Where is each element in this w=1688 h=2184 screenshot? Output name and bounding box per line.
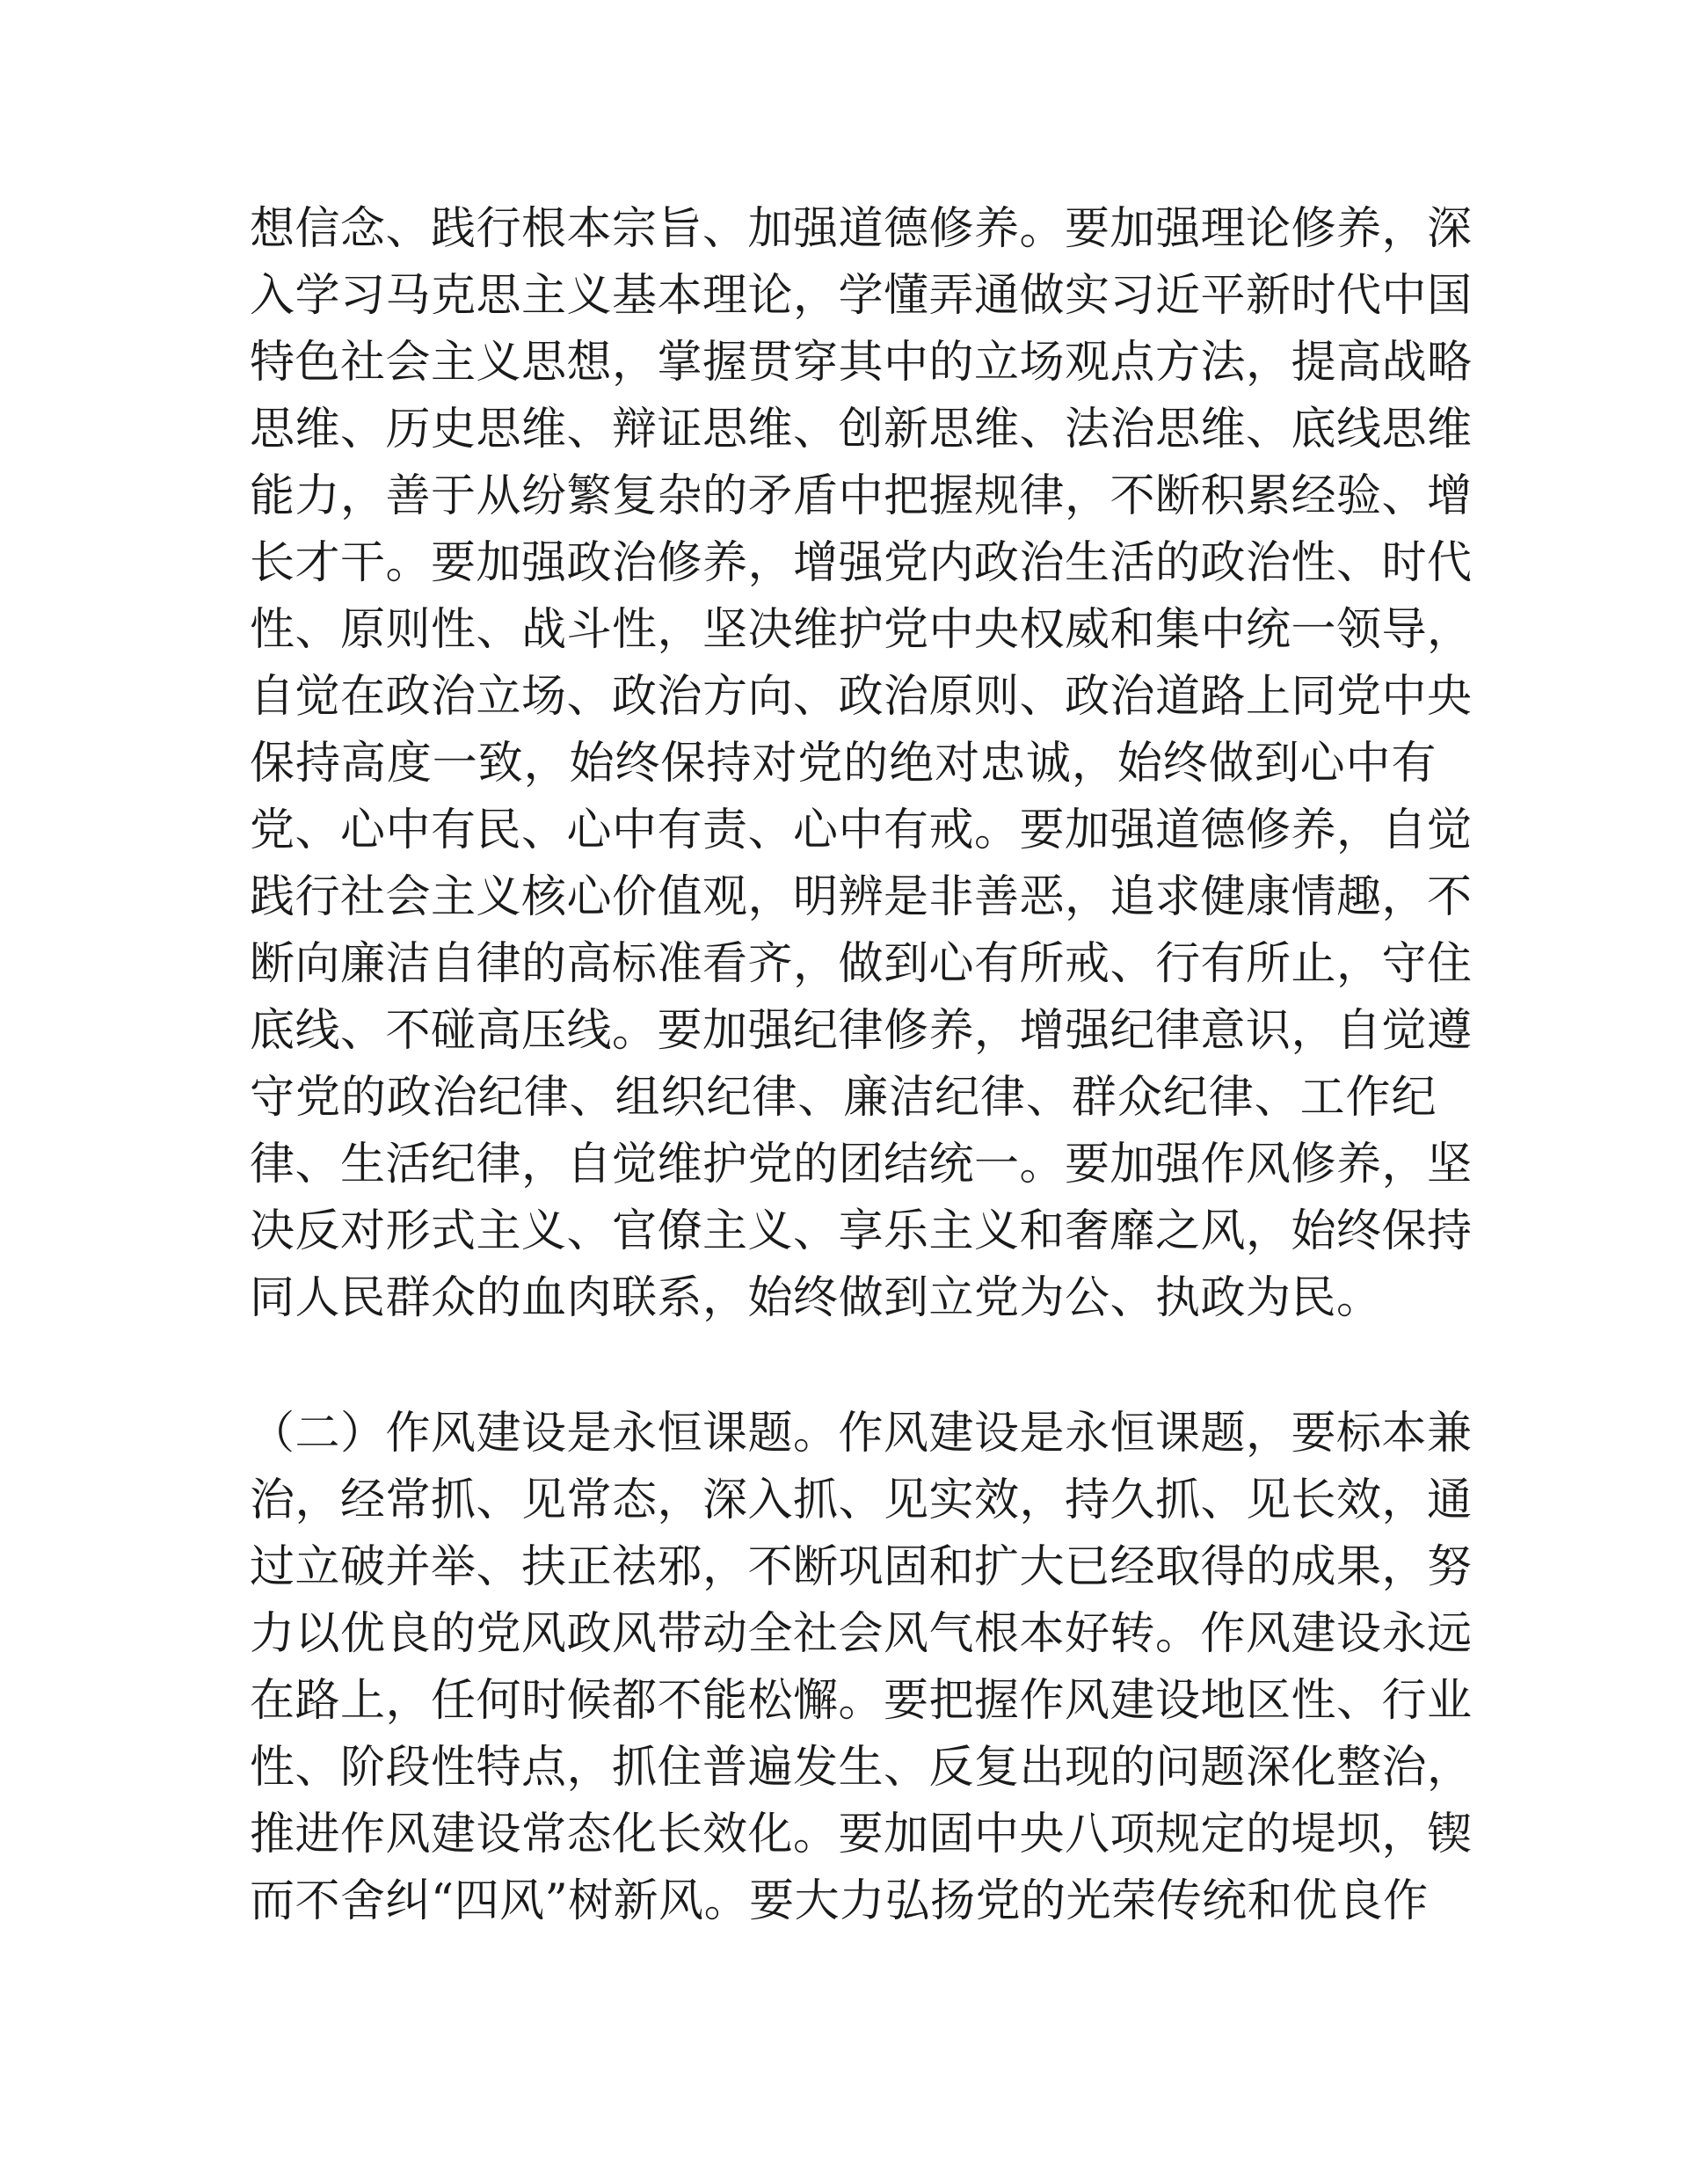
text-line: 能力，善于从纷繁复杂的矛盾中把握规律，不断积累经验、增 — [250, 470, 1473, 522]
text-line: 想信念、践行根本宗旨、加强道德修养。要加强理论修养，深 — [250, 203, 1473, 255]
paragraph-1 — [250, 196, 1473, 1332]
text-line: 决反对形式主义、官僚主义、享乐主义和奢靡之风，始终保持 — [250, 1205, 1473, 1257]
text-line: （二）作风建设是永恒课题。作风建设是永恒课题，要标本兼 — [250, 1408, 1473, 1460]
text-line: 长才干。要加强政治修养，增强党内政治生活的政治性、时代 — [250, 537, 1473, 589]
text-line: 特色社会主义思想，掌握贯穿其中的立场观点方法，提高战略 — [250, 337, 1473, 389]
paragraph-2 — [250, 1401, 1473, 1935]
text-line: 党、心中有民、心中有责、心中有戒。要加强道德修养，自觉 — [250, 804, 1473, 856]
text-line: 性、原则性、战斗性，坚决维护党中央权威和集中统一领导， — [250, 604, 1473, 656]
text-line: 而不舍纠“四风”树新风。要大力弘扬党的光荣传统和优良作 — [250, 1875, 1429, 1927]
text-line: 在路上，任何时候都不能松懈。要把握作风建设地区性、行业 — [250, 1675, 1473, 1727]
text-line: 入学习马克思主义基本理论，学懂弄通做实习近平新时代中国 — [250, 270, 1473, 322]
text-line: 自觉在政治立场、政治方向、政治原则、政治道路上同党中央 — [250, 671, 1473, 723]
text-line: 断向廉洁自律的高标准看齐，做到心有所戒、行有所止，守住 — [250, 938, 1473, 990]
text-line: 过立破并举、扶正祛邪，不断巩固和扩大已经取得的成果，努 — [250, 1541, 1473, 1593]
text-line: 力以优良的党风政风带动全社会风气根本好转。作风建设永远 — [250, 1608, 1473, 1660]
text-line: 思维、历史思维、辩证思维、创新思维、法治思维、底线思维 — [250, 404, 1473, 455]
text-line: 性、阶段性特点，抓住普遍发生、反复出现的问题深化整治， — [250, 1742, 1473, 1794]
text-line: 践行社会主义核心价值观，明辨是非善恶，追求健康情趣，不 — [250, 871, 1473, 923]
text-line: 推进作风建设常态化长效化。要加固中央八项规定的堤坝，锲 — [250, 1809, 1473, 1860]
text-line: 律、生活纪律，自觉维护党的团结统一。要加强作风修养，坚 — [250, 1139, 1473, 1190]
text-line: 底线、不碰高压线。要加强纪律修养，增强纪律意识，自觉遵 — [250, 1005, 1473, 1057]
text-line: 治，经常抓、见常态，深入抓、见实效，持久抓、见长效，通 — [250, 1474, 1473, 1526]
text-line: 守党的政治纪律、组织纪律、廉洁纪律、群众纪律、工作纪 — [250, 1072, 1437, 1124]
text-line: 保持高度一致，始终保持对党的绝对忠诚，始终做到心中有 — [250, 738, 1437, 790]
text-line: 同人民群众的血肉联系，始终做到立党为公、执政为民。 — [250, 1272, 1382, 1324]
